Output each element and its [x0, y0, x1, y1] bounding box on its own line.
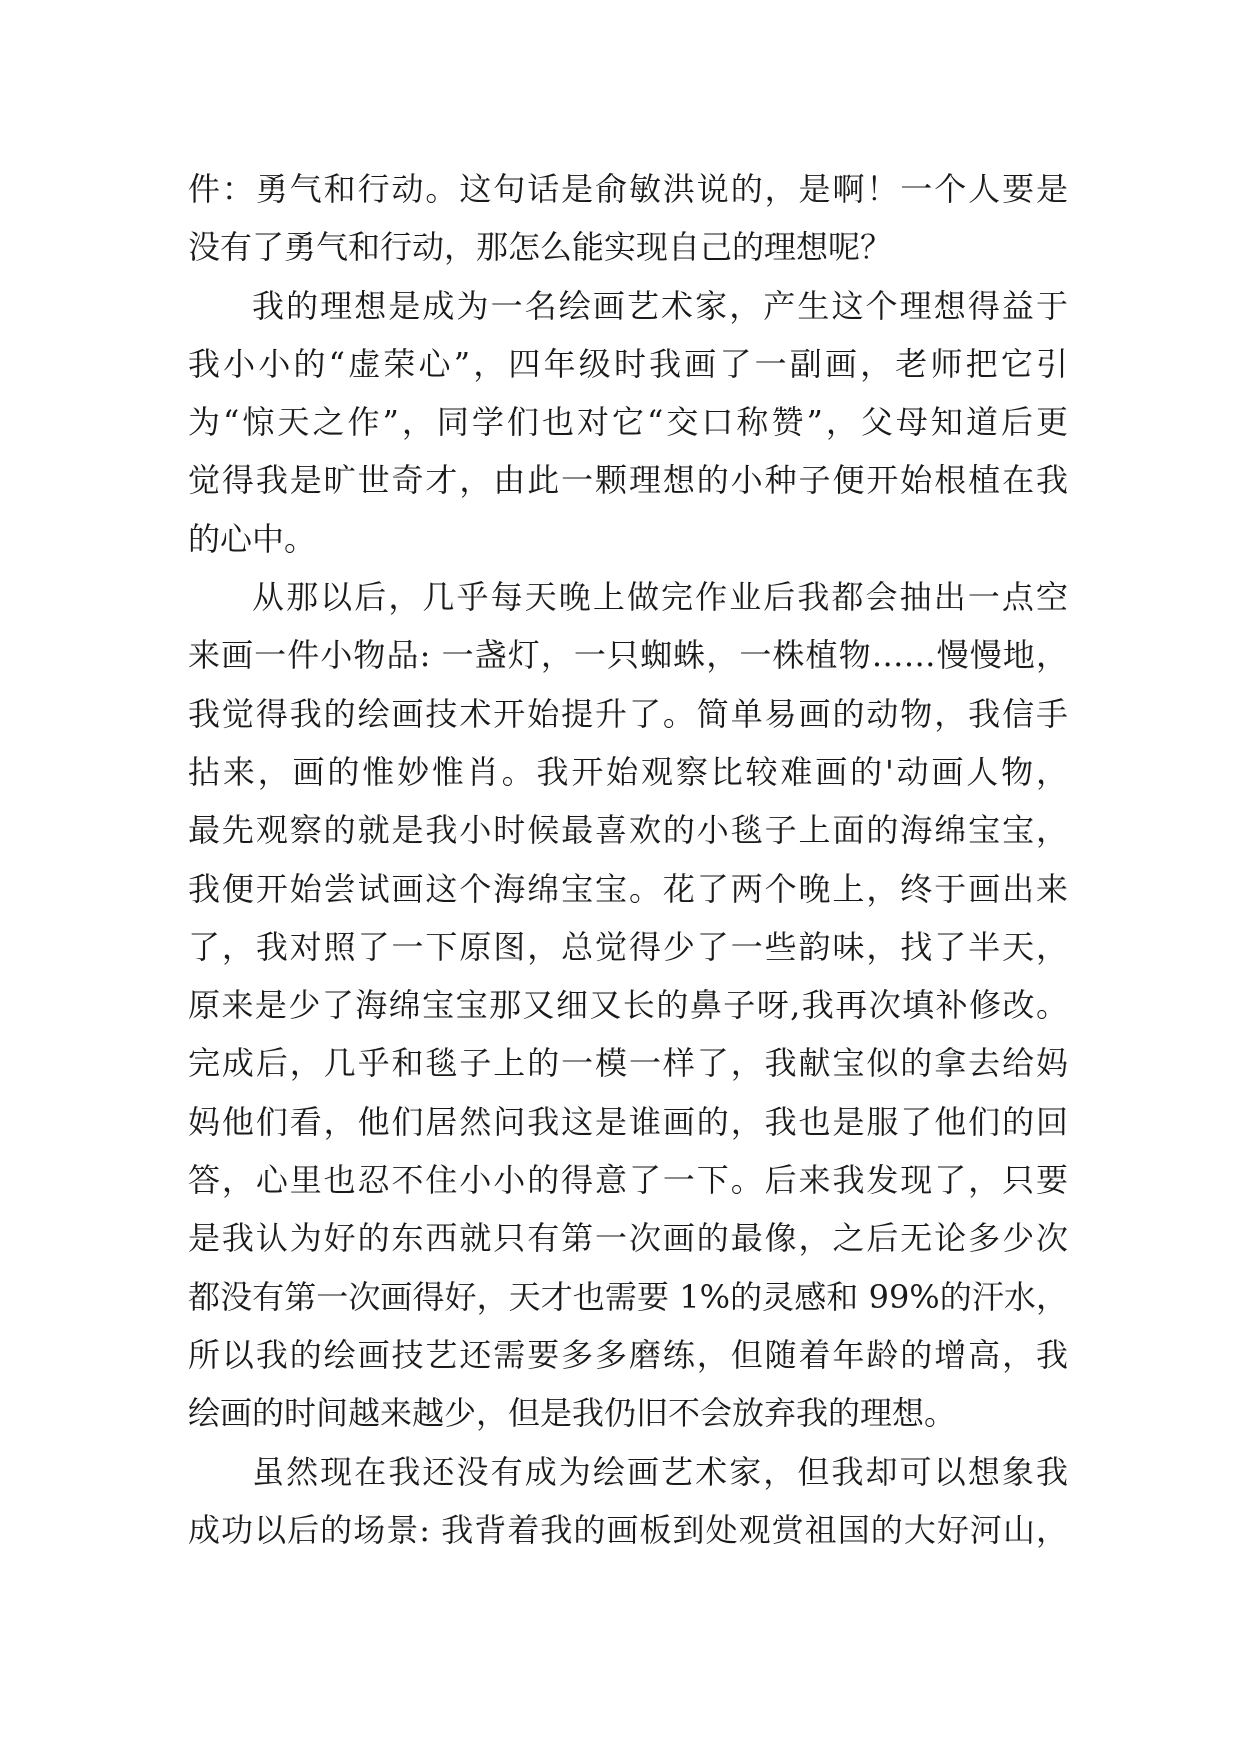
text-line: 完成后，几乎和毯子上的一模一样了，我献宝似的拿去给妈 [188, 1044, 1068, 1083]
text-line: 虽然现在我还没有成为绘画艺术家，但我却可以想象我 [252, 1452, 1068, 1491]
text-line: 妈他们看，他们居然问我这是谁画的，我也是服了他们的回 [188, 1102, 1068, 1141]
text-line: 了，我对照了一下原图，总觉得少了一些韵味，找了半天， [188, 927, 1068, 966]
text-line: 我的理想是成为一名绘画艺术家，产生这个理想得益于 [252, 286, 1068, 325]
text-line: 我便开始尝试画这个海绵宝宝。花了两个晚上，终于画出来 [188, 869, 1068, 908]
text-line: 成功以后的场景: 我背着我的画板到处观赏祖国的大好河山， [188, 1510, 1068, 1549]
text-line: 我觉得我的绘画技术开始提升了。简单易画的动物，我信手 [188, 694, 1068, 733]
text-line: 绘画的时间越来越少，但是我仍旧不会放弃我的理想。 [188, 1394, 957, 1433]
text-line: 都没有第一次画得好，天才也需要 1%的灵感和 99%的汗水， [188, 1277, 1068, 1316]
text-line: 所以我的绘画技艺还需要多多磨练，但随着年龄的增高，我 [188, 1335, 1068, 1374]
text-line: 最先观察的就是我小时候最喜欢的小毯子上面的海绵宝宝， [188, 811, 1068, 850]
text-line: 从那以后，几乎每天晚上做完作业后我都会抽出一点空 [252, 578, 1068, 617]
text-line: 没有了勇气和行动，那怎么能实现自己的理想呢？ [188, 228, 893, 267]
text-line: 我小小的“虚荣心”，四年级时我画了一副画，老师把它引 [188, 344, 1068, 383]
text-line: 觉得我是旷世奇才，由此一颗理想的小种子便开始根植在我 [188, 461, 1068, 500]
text-line: 的心中。 [188, 519, 317, 558]
text-line: 拈来，画的惟妙惟肖。我开始观察比较难画的'动画人物， [188, 752, 1068, 791]
text-line: 原来是少了海绵宝宝那又细又长的鼻子呀,我再次填补修改。 [188, 986, 1068, 1025]
text-line: 件：勇气和行动。这句话是俞敏洪说的，是啊！一个人要是 [188, 170, 1068, 208]
text-line: 来画一件小物品: 一盏灯，一只蜘蛛，一株植物……慢慢地， [188, 636, 1068, 675]
text-line: 答，心里也忍不住小小的得意了一下。后来我发现了，只要 [188, 1161, 1068, 1200]
text-line: 是我认为好的东西就只有第一次画的最像，之后无论多少次 [188, 1219, 1068, 1258]
text-line: 为“惊天之作”，同学们也对它“交口称赞”，父母知道后更 [188, 403, 1068, 442]
essay-body [188, 160, 1068, 1559]
